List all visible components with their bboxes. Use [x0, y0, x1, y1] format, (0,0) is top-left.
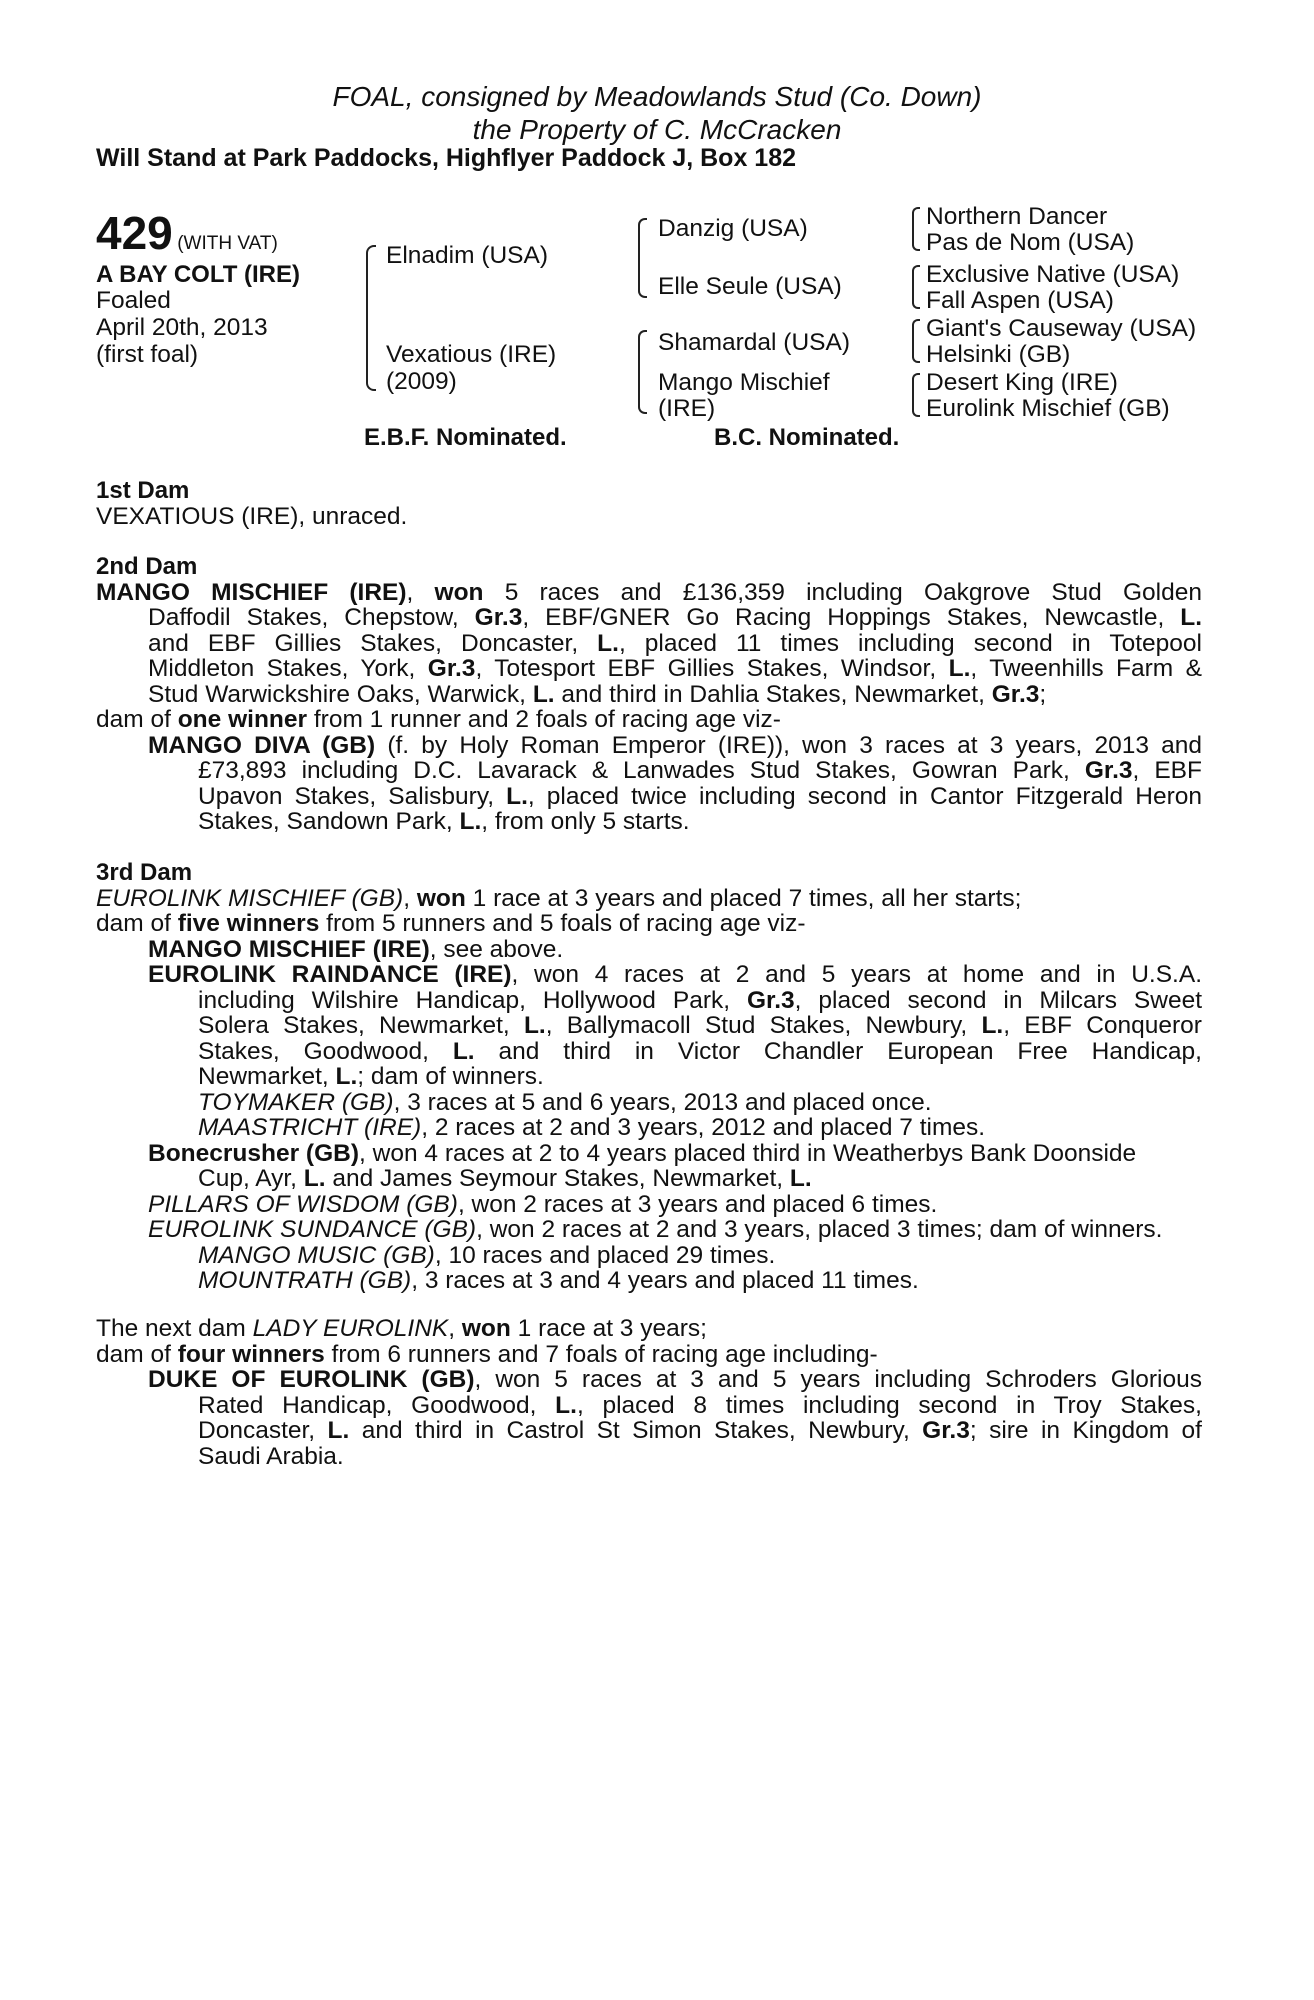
pedigree-gg-3: Exclusive Native (USA) [926, 261, 1180, 288]
second-dam-produce-summary [96, 707, 1202, 733]
pedigree-gg-4: Fall Aspen (USA) [926, 287, 1114, 314]
produce-line [96, 962, 1202, 988]
pedigree-gg-2: Pas de Nom (USA) [926, 229, 1135, 256]
ebf-nominated: E.B.F. Nominated. [364, 424, 567, 451]
bc-nominated: B.C. Nominated. [714, 424, 900, 451]
third-dam-produce-summary [96, 911, 1202, 937]
pedigree-brace-g4 [912, 373, 920, 417]
pedigree-dam: Vexatious (IRE) [386, 341, 557, 368]
text: dam of [96, 706, 178, 733]
produce-line [96, 1039, 1202, 1065]
produce-name: MANGO DIVA (GB) [148, 731, 376, 759]
text: Gr.3 [427, 655, 476, 682]
foaled-date: April 20th, 2013 [96, 314, 268, 341]
text: four winners [177, 1340, 325, 1368]
text: from 5 runners and 5 foals of racing age viz- [319, 910, 806, 937]
pedigree-sire: Elnadim (USA) [386, 242, 549, 269]
text: Middleton Stakes, York, [148, 655, 428, 682]
text: Solera Stakes, Newmarket, [198, 1012, 524, 1039]
text: L. [555, 1391, 577, 1419]
second-dam-heading: 2nd Dam [96, 553, 198, 580]
text: Bonecrusher (GB) [148, 1139, 360, 1167]
text: MANGO MUSIC (GB) [198, 1241, 435, 1269]
text: , [403, 884, 417, 912]
text: , 10 races and placed 29 times. [434, 1241, 776, 1269]
stand-line: Will Stand at Park Paddocks, Highflyer Paddock J, Box 182 [96, 144, 796, 172]
text: Stakes, Sandown Park, [198, 808, 460, 835]
text: , Ballymacoll Stud Stakes, Newbury, [545, 1012, 982, 1039]
next-dam-line [96, 1316, 1202, 1342]
produce-line [96, 1367, 1202, 1393]
text: LADY EUROLINK [252, 1315, 449, 1342]
pedigree-dam-sire: Shamardal (USA) [658, 329, 850, 356]
vat-label: (WITH VAT) [177, 233, 278, 254]
produce-line [96, 1268, 1202, 1294]
pedigree-gg-7: Desert King (IRE) [926, 369, 1118, 396]
text: (f. by Holy Roman Emperor (IRE)), won 3 races at 3 years, 2013 and [375, 731, 1203, 759]
third-dam-heading: 3rd Dam [96, 859, 193, 886]
produce-line [96, 1013, 1202, 1039]
text: , Tweenhills Farm & [970, 655, 1202, 682]
text: £73,893 including D.C. Lavarack & Lanwades Stud Stakes, Gowran Park, [198, 757, 1085, 784]
text: Gr.3 [922, 1417, 970, 1444]
text: MOUNTRATH (GB) [198, 1267, 412, 1294]
text: Newmarket, [198, 1063, 336, 1090]
text: and third in Victor Chandler European Free Handicap, [474, 1037, 1202, 1065]
produce-line [96, 988, 1202, 1014]
text: L. [335, 1063, 358, 1090]
third-dam-name: EUROLINK MISCHIEF (GB) [96, 884, 404, 912]
text: , see above. [429, 935, 564, 963]
text: MAASTRICHT (IRE) [198, 1114, 422, 1141]
pedigree-gg-1: Northern Dancer [926, 203, 1108, 230]
produce-name: MANGO MISCHIEF (IRE) [148, 935, 430, 963]
produce-line [96, 758, 1202, 784]
pedigree-brace-g2 [912, 265, 920, 309]
text: , won 5 races at 3 and 5 years including Schroders Glorious [474, 1366, 1203, 1393]
text: L. [523, 1012, 546, 1039]
text: 1 race at 3 years; [510, 1315, 707, 1342]
text: including Wilshire Handicap, Hollywood Park, [198, 986, 747, 1014]
text: Doncaster, [198, 1417, 328, 1444]
text: ; sire in Kingdom of [969, 1417, 1202, 1444]
pedigree-brace-g1 [912, 207, 920, 251]
text: ; [1039, 680, 1047, 708]
pedigree-dam-dam-country: (IRE) [658, 395, 716, 422]
text: L. [948, 655, 971, 682]
text: 1 race at 3 years and placed 7 times, all her starts; [465, 884, 1022, 912]
text: Rated Handicap, Goodwood, [198, 1391, 556, 1419]
first-dam-text: VEXATIOUS (IRE), unraced. [96, 502, 408, 530]
text: , from only 5 starts. [481, 808, 690, 835]
text: PILLARS OF WISDOM (GB) [148, 1190, 458, 1218]
pedigree-sire-sire: Danzig (USA) [658, 215, 808, 242]
pedigree-gg-8: Eurolink Mischief (GB) [926, 395, 1170, 422]
text: five winners [177, 910, 320, 937]
text: Gr.3 [1084, 757, 1133, 784]
text: , won 4 races at 2 to 4 years placed third in Weatherbys Bank Doonside [359, 1139, 1137, 1167]
text: TOYMAKER (GB) [198, 1088, 394, 1116]
text: Gr.3 [746, 986, 795, 1014]
text: Upavon Stakes, Salisbury, [198, 782, 507, 810]
text: , [406, 578, 435, 606]
text: L. [459, 808, 482, 835]
text: , won 4 races at 2 and 5 years at home and in U.S.A. [511, 961, 1202, 988]
second-dam-line [96, 580, 1202, 606]
pedigree-sire-dam: Elle Seule (USA) [658, 273, 842, 300]
text: L. [597, 629, 619, 657]
produce-line [96, 1418, 1202, 1444]
text: from 1 runner and 2 foals of racing age viz- [307, 706, 781, 733]
pedigree-brace-dam [638, 330, 647, 414]
third-dam-line [96, 886, 1202, 912]
produce-line [96, 1090, 1202, 1116]
text: , 3 races at 5 and 6 years, 2013 and placed once. [393, 1088, 932, 1116]
text: won [461, 1315, 511, 1342]
produce-line [96, 1141, 1202, 1167]
text: dam of [96, 1340, 178, 1368]
text: , 3 races at 3 and 4 years and placed 11 times. [411, 1267, 919, 1294]
text: Cup, Ayr, [198, 1165, 304, 1192]
produce-line [96, 937, 1202, 963]
text: , placed 8 times including second in Troy Stakes, [576, 1391, 1202, 1419]
text: L. [789, 1165, 812, 1192]
text: , EBF Conqueror [1003, 1012, 1202, 1039]
text: , EBF [1132, 757, 1202, 784]
text: , EBF/GNER Go Racing Hoppings Stakes, Newcastle, [522, 604, 1181, 631]
text: , placed 11 times including second in Totepool [618, 629, 1202, 657]
produce-line [96, 1064, 1202, 1090]
text: The next dam [96, 1315, 253, 1342]
produce-name: DUKE OF EUROLINK (GB) [148, 1366, 475, 1393]
text: dam of [96, 910, 178, 937]
text: Gr.3 [474, 604, 523, 631]
text: Saudi Arabia. [198, 1442, 344, 1470]
text: , won 2 races at 2 and 3 years, placed 3 times; dam of winners. [476, 1216, 1163, 1243]
foaled-label: Foaled [96, 287, 171, 314]
pedigree-dam-dam: Mango Mischief [658, 369, 830, 396]
text: from 6 runners and 7 foals of racing age including- [324, 1340, 878, 1368]
pedigree-dam-year: (2009) [386, 368, 457, 395]
text: won [416, 884, 466, 912]
text: L. [452, 1037, 475, 1065]
produce-name: EUROLINK RAINDANCE (IRE) [148, 961, 512, 988]
pedigree-brace-sire [638, 218, 647, 298]
text: L. [303, 1165, 326, 1192]
text: won [434, 578, 484, 606]
text: , won 2 races at 3 years and placed 6 times. [457, 1190, 938, 1218]
text: Stakes, Goodwood, [198, 1037, 453, 1065]
second-dam-line [96, 631, 1202, 657]
produce-line [96, 733, 1202, 759]
second-dam-name: MANGO MISCHIEF (IRE) [96, 578, 407, 606]
first-dam-heading: 1st Dam [96, 477, 190, 504]
text: , [448, 1315, 462, 1342]
first-dam-section [96, 478, 1202, 529]
text: one winner [177, 706, 308, 733]
text: and third in Castrol St Simon Stakes, Newbury, [349, 1417, 923, 1444]
text: L. [981, 1012, 1004, 1039]
produce-line [96, 784, 1202, 810]
next-dam-section [96, 1316, 1202, 1469]
produce-line [96, 1166, 1202, 1192]
third-dam-section [96, 860, 1202, 1294]
text: L. [532, 680, 555, 708]
produce-line [96, 1393, 1202, 1419]
produce-line [96, 1444, 1202, 1470]
text: L. [506, 782, 528, 810]
text: , placed twice including second in Cantor Fitzgerald Heron [527, 782, 1202, 810]
pedigree-brace-main [366, 245, 376, 391]
lot-name: A BAY COLT (IRE) [96, 261, 301, 288]
produce-line [96, 1192, 1202, 1218]
text: , Totesport EBF Gillies Stakes, Windsor, [475, 655, 949, 682]
produce-line [96, 1115, 1202, 1141]
lot-number: 429 [96, 207, 173, 259]
second-dam-line [96, 605, 1202, 631]
text: and third in Dahlia Stakes, Newmarket, [554, 680, 992, 708]
text: L. [1180, 604, 1203, 631]
text: and EBF Gillies Stakes, Doncaster, [148, 629, 598, 657]
pedigree-gg-6: Helsinki (GB) [926, 341, 1071, 368]
lot-number-block [96, 207, 278, 259]
text: Daffodil Stakes, Chepstow, [148, 604, 475, 631]
produce-line [96, 1217, 1202, 1243]
foal-note: (first foal) [96, 341, 199, 368]
pedigree-brace-g3 [912, 319, 920, 363]
second-dam-line [96, 656, 1202, 682]
text: 5 races and £136,359 including Oakgrove Stud Golden [483, 578, 1202, 606]
consignor-line: FOAL, consigned by Meadowlands Stud (Co. Down) [332, 81, 982, 112]
pedigree-gg-5: Giant's Causeway (USA) [926, 315, 1197, 342]
second-dam-section [96, 554, 1202, 835]
second-dam-line [96, 682, 1202, 708]
text: , placed second in Milcars Sweet [794, 986, 1203, 1014]
text: Gr.3 [991, 680, 1040, 708]
text: and James Seymour Stakes, Newmarket, [325, 1165, 790, 1192]
text: ; dam of winners. [357, 1063, 544, 1090]
next-dam-produce-summary [96, 1342, 1202, 1368]
text: L. [327, 1417, 350, 1444]
text: Stud Warwickshire Oaks, Warwick, [148, 680, 533, 708]
text: , 2 races at 2 and 3 years, 2012 and placed 7 times. [421, 1114, 986, 1141]
produce-line [96, 809, 1202, 835]
text: EUROLINK SUNDANCE (GB) [148, 1216, 477, 1243]
property-line: the Property of C. McCracken [472, 114, 842, 145]
produce-line [96, 1243, 1202, 1269]
